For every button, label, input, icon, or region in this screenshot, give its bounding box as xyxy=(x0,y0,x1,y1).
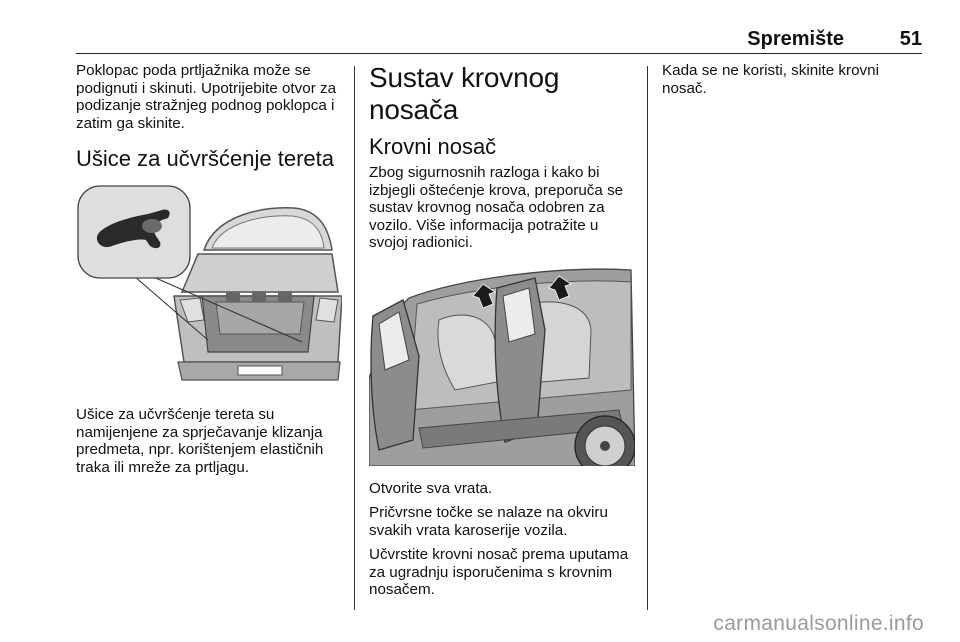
trunk-floor-paragraph: Poklopac poda prtljažnika može se podignuti i skinuti. Upotrijebite otvor za podizanje stražnjeg podnog poklopca i zatim ga skinite. xyxy=(76,62,337,132)
tie-down-description: Ušice za učvršćenje tereta su namijenjene za sprječavanje klizanja predmeta, npr. korištenjem elastičnih traka ili mreže za prtljagu. xyxy=(76,406,324,476)
column-right xyxy=(662,62,922,97)
watermark: carmanualsonline.info xyxy=(713,612,924,635)
step-install-rack: Učvrstite krovni nosač prema uputama za ugradnju isporučenima s krovnim nosačem. xyxy=(369,546,629,598)
roof-rack-subheading: Krovni nosač xyxy=(369,134,497,159)
column-left xyxy=(76,62,342,476)
column-divider xyxy=(647,66,648,610)
remove-rack-paragraph: Kada se ne koristi, skinite krovni nosač. xyxy=(662,62,879,97)
page-number: 51 xyxy=(899,28,922,50)
roof-rack-heading: Sustav krovnog nosača xyxy=(369,62,560,125)
column-divider xyxy=(354,66,355,610)
step-open-doors: Otvorite sva vrata. xyxy=(369,479,493,497)
roof-rack-intro: Zbog sigurnosnih razloga i kako bi izbjegli oštećenje krova, preporuča se sustav krovnog nosača odobren za vozilo. Više informacija potražite u svojoj radionici. xyxy=(369,164,624,251)
open-doors-illustration xyxy=(369,260,635,466)
page-header xyxy=(76,24,922,54)
header-rule xyxy=(76,53,922,54)
tie-down-heading: Ušice za učvršćenje tereta xyxy=(76,146,334,171)
cargo-eyelets-illustration xyxy=(76,184,342,396)
section-title: Spremište xyxy=(747,28,844,50)
step-mounting-points: Pričvrsne točke se nalaze na okviru svakih vrata karoserije vozila. xyxy=(369,504,608,539)
column-middle xyxy=(369,62,635,599)
